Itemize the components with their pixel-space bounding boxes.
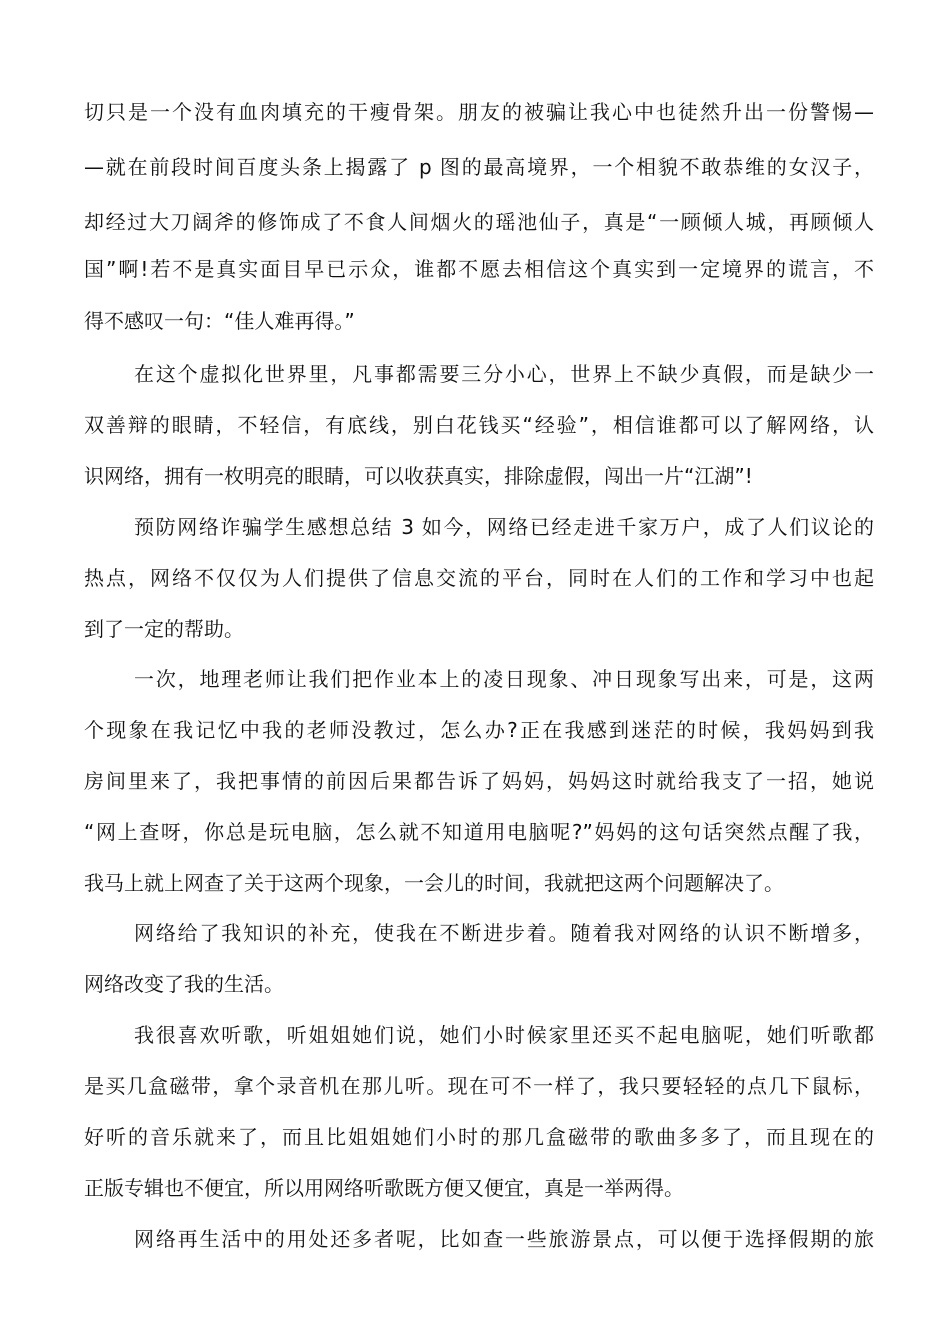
- text-line: 双善辩的眼睛，不轻信，有底线，别白花钱买“经验”，相信谁都可以了解网络，认: [84, 413, 874, 437]
- text-line: 热点，网络不仅仅为人们提供了信息交流的平台，同时在人们的工作和学习中也起: [84, 566, 874, 590]
- text-line: 到了一定的帮助。: [84, 617, 244, 641]
- paragraph-first-line: 我很喜欢听歌，听姐姐她们说，她们小时候家里还买不起电脑呢，她们听歌都: [134, 1023, 874, 1047]
- paragraph-first-line: 网络给了我知识的补充，使我在不断进步着。随着我对网络的认识不断增多，: [134, 921, 874, 945]
- text-line: 我马上就上网查了关于这两个现象，一会儿的时间，我就把这两个问题解决了。: [84, 871, 784, 895]
- paragraph-first-line: 预防网络诈骗学生感想总结 3 如今，网络已经走进千家万户，成了人们议论的: [134, 515, 874, 539]
- text-line: 却经过大刀阔斧的修饰成了不食人间烟火的瑶池仙子，真是“一顾倾人城，再顾倾人: [84, 210, 874, 234]
- text-line: 好听的音乐就来了，而且比姐姐她们小时的那几盒磁带的歌曲多多了，而且现在的: [84, 1125, 874, 1149]
- paragraph-first-line: 在这个虚拟化世界里，凡事都需要三分小心，世界上不缺少真假，而是缺少一: [134, 362, 874, 386]
- text-line: “网上查呀，你总是玩电脑，怎么就不知道用电脑呢?”妈妈的这句话突然点醒了我，: [84, 820, 874, 844]
- paragraph-first-line: 一次，地理老师让我们把作业本上的凌日现象、冲日现象写出来，可是，这两: [134, 667, 874, 691]
- text-line: 房间里来了，我把事情的前因后果都告诉了妈妈，妈妈这时就给我支了一招，她说: [84, 769, 874, 793]
- text-line: —就在前段时间百度头条上揭露了 p 图的最高境界，一个相貌不敢恭维的女汉子，: [84, 155, 874, 179]
- text-line: 国”啊!若不是真实面目早已示众，谁都不愿去相信这个真实到一定境界的谎言，不: [84, 257, 874, 281]
- text-line: 正版专辑也不便宜，所以用网络听歌既方便又便宜，真是一举两得。: [84, 1176, 684, 1200]
- text-line: 是买几盒磁带，拿个录音机在那儿听。现在可不一样了，我只要轻轻的点几下鼠标，: [84, 1074, 874, 1098]
- paragraph-first-line: 网络再生活中的用处还多者呢，比如查一些旅游景点，可以便于选择假期的旅: [134, 1227, 874, 1251]
- text-line: 网络改变了我的生活。: [84, 972, 284, 996]
- text-line: 识网络，拥有一枚明亮的眼睛，可以收获真实，排除虚假，闯出一片“江湖”!: [84, 464, 753, 488]
- text-line: 个现象在我记忆中我的老师没教过，怎么办?正在我感到迷茫的时候，我妈妈到我: [84, 718, 874, 742]
- text-line: 得不感叹一句：“佳人难再得。”: [84, 309, 355, 333]
- text-line: 切只是一个没有血肉填充的干瘦骨架。朋友的被骗让我心中也徒然升出一份警惕—: [84, 100, 874, 124]
